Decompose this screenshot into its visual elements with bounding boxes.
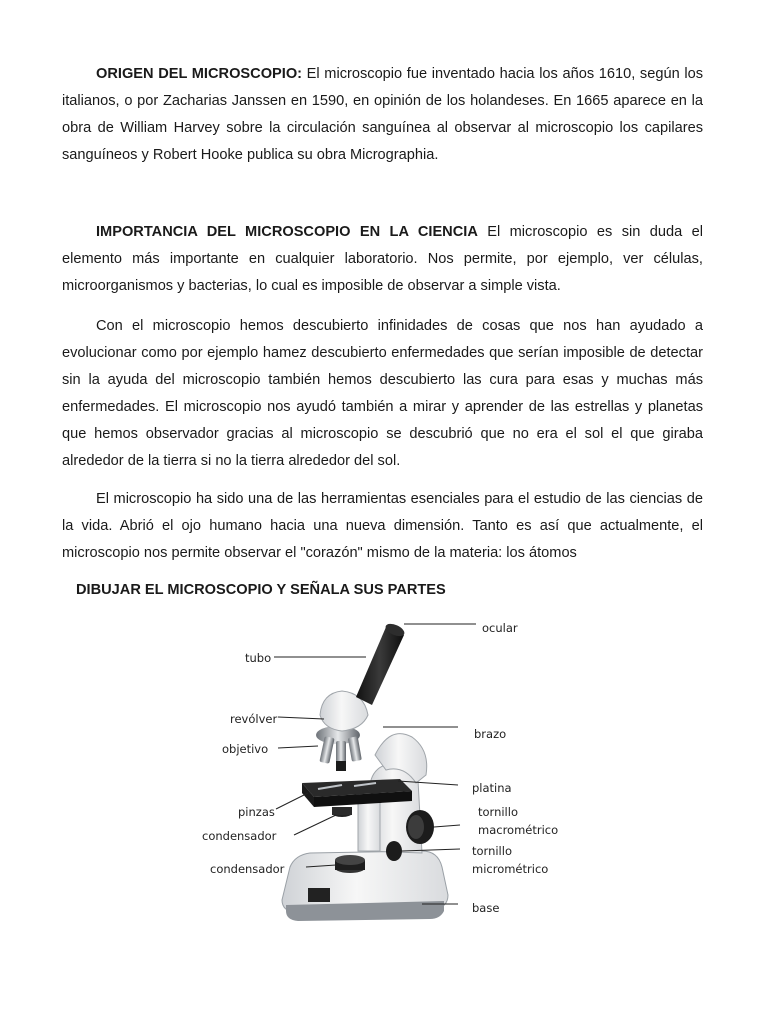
origin-paragraph xyxy=(62,61,703,169)
label-pinzas: pinzas xyxy=(238,805,275,819)
label-condensador-lower: condensador xyxy=(210,862,285,876)
importance-text: El microscopio es sin duda el elemento más importante en cualquier laboratorio. Nos permite, por ejemplo, ver células, microorganismos y bacterias, lo cual es imposible de observar a simple vista. xyxy=(62,224,703,294)
origin-heading: ORIGEN DEL MICROSCOPIO: xyxy=(96,66,303,82)
microscope-diagram xyxy=(190,605,570,950)
label-tornillo-macro-line2: macrométrico xyxy=(478,823,559,837)
label-tornillo-macro-line1: tornillo xyxy=(478,805,518,819)
label-platina: platina xyxy=(472,781,512,795)
label-tornillo-micro-line1: tornillo xyxy=(472,844,512,858)
label-revolver: revólver xyxy=(230,712,278,726)
label-brazo: brazo xyxy=(474,727,507,741)
life-sciences-paragraph: El microscopio ha sido una de las herramientas esenciales para el estudio de las ciencias de la vida. Abrió el ojo humano hacia una nueva dimensión. Tanto es así que actualmente, el microscopio nos permite observar el "corazón" mismo de la materia: los átomos xyxy=(62,491,703,561)
microscope-illustration xyxy=(282,621,448,921)
figure-title: DIBUJAR EL MICROSCOPIO Y SEÑALA SUS PARTES xyxy=(76,582,446,598)
discoveries-paragraph: Con el microscopio hemos descubierto infinidades de cosas que nos han ayudado a evolucionar como por ejemplo hamez descubierto enfermedades que serían imposible de detectar sin la ayuda del microscopio también hemos descubierto las cura para esas y muchas más enfermedades. El microscopio nos ayudó también a mirar y aprender de las estrellas y planetas que hemos observador gracias al microscopio se descubrió que no era el sol el que giraba alrededor de la tierra si no la tierra alrededor del sol. xyxy=(62,318,703,469)
origin-text: El microscopio fue inventado hacia los años 1610, según los italianos, o por Zacharias Janssen en 1590, en opinión de los holandeses. En 1665 aparece en la obra de William Harvey sobre la circulación sanguínea al observar al microscopio los capilares sanguíneos y Robert Hooke publica su obra Micrographia. xyxy=(62,66,703,163)
label-condensador-upper: condensador xyxy=(202,829,277,843)
label-base: base xyxy=(472,901,500,915)
importance-heading: IMPORTANCIA DEL MICROSCOPIO EN LA CIENCIA xyxy=(96,224,478,240)
label-ocular: ocular xyxy=(482,621,518,635)
base-logo-plate xyxy=(308,888,330,902)
label-objetivo: objetivo xyxy=(222,742,269,756)
label-tubo: tubo xyxy=(245,651,272,665)
label-tornillo-micro-line2: micrométrico xyxy=(472,862,549,876)
importance-paragraph xyxy=(62,219,703,300)
